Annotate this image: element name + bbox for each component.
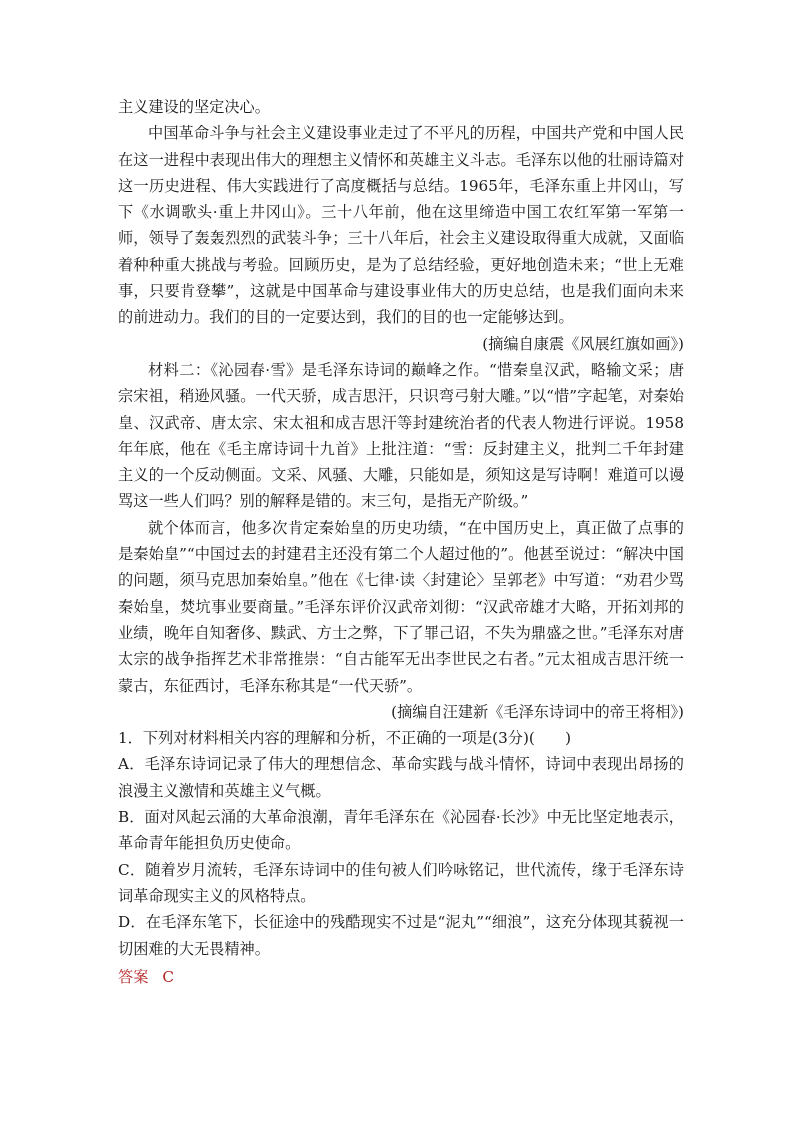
document-page [118, 94, 684, 990]
answer-value: C [162, 967, 174, 986]
option-b: B．面对风起云涌的大革命浪潮，青年毛泽东在《沁园春·长沙》中无比坚定地表示，革命青年能担负历史使命。 [118, 808, 684, 853]
option-c: C．随着岁月流转，毛泽东诗词中的佳句被人们吟咏铭记，世代流传，缘于毛泽东诗词革命现实主义的风格特点。 [118, 860, 684, 905]
paragraph-material2-continued: 就个体而言，他多次肯定秦始皇的历史功绩，“在中国历史上，真正做了点事的是秦始皇”“中国过去的封建君主还没有第二个人超过他的”。他甚至说过：“解决中国的问题，须马克思加秦始皇。”他在《七律·读〈封建论〉呈郭老》中写道：“劝君少骂秦始皇，焚坑事业要商量。”毛泽东评价汉武帝刘彻：“汉武帝雄才大略，开拓刘邦的业绩，晚年自知奢侈、黩武、方士之弊，下了罪己诏，不失为鼎盛之世。”毛泽东对唐太宗的战争指挥艺术非常推崇：“自古能军无出李世民之右者。”元太祖成吉思汗统一蒙古，东征西讨，毛泽东称其是“一代天骄”。 [118, 518, 684, 695]
option-a: A．毛泽东诗词记录了伟大的理想信念、革命实践与战斗情怀，诗词中表现出昂扬的浪漫主义激情和英雄主义气概。 [118, 755, 684, 800]
answer-label: 答案 [118, 967, 149, 986]
source-citation-2: (摘编自汪建新《毛泽东诗词中的帝王将相》) [391, 702, 684, 721]
paragraph-material2: 材料二：《沁园春·雪》是毛泽东诗词的巅峰之作。“惜秦皇汉武，略输文采；唐宗宋祖，稍逊风骚。一代天骄，成吉思汗，只识弯弓射大雕。”以“惜”字起笔，对秦始皇、汉武帝、唐太宗、宋太祖和成吉思汗等封建统治者的代表人物进行评说。1958年年底，他在《毛主席诗词十九首》上批注道：“雪：反封建主义，批判二千年封建主义的一个反动侧面。文采、风骚、大雕，只能如是，须知这是写诗啊！难道可以谩骂这一些人们吗？别的解释是错的。末三句，是指无产阶级。” [118, 360, 684, 511]
answer-line [118, 964, 684, 990]
option-d: D．在毛泽东笔下，长征途中的残酷现实不过是“泥丸”“细浪”，这充分体现其藐视一切困难的大无畏精神。 [118, 913, 684, 958]
lead-line: 主义建设的坚定决心。 [118, 98, 270, 116]
paragraph-material1: 中国革命斗争与社会主义建设事业走过了不平凡的历程，中国共产党和中国人民在这一进程中表现出伟大的理想主义情怀和英雄主义斗志。毛泽东以他的壮丽诗篇对这一历史进程、伟大实践进行了高度概括与总结。1965年，毛泽东重上井冈山，写下《水调歌头·重上井冈山》。三十八年前，他在这里缔造中国工农红军第一军第一师，领导了轰轰烈烈的武装斗争；三十八年后，社会主义建设取得重大成就，又面临着种种重大挑战与考验。回顾历史，是为了总结经验，更好地创造未来；“世上无难事，只要肯登攀”，这就是中国革命与建设事业伟大的历史总结，也是我们面向未来的前进动力。我们的目的一定要达到，我们的目的也一定能够达到。 [118, 124, 684, 327]
question-stem: 1．下列对材料相关内容的理解和分析，不正确的一项是(3分)( ) [118, 729, 572, 748]
source-citation-1: (摘编自康震《风展红旗如画》) [482, 334, 684, 353]
